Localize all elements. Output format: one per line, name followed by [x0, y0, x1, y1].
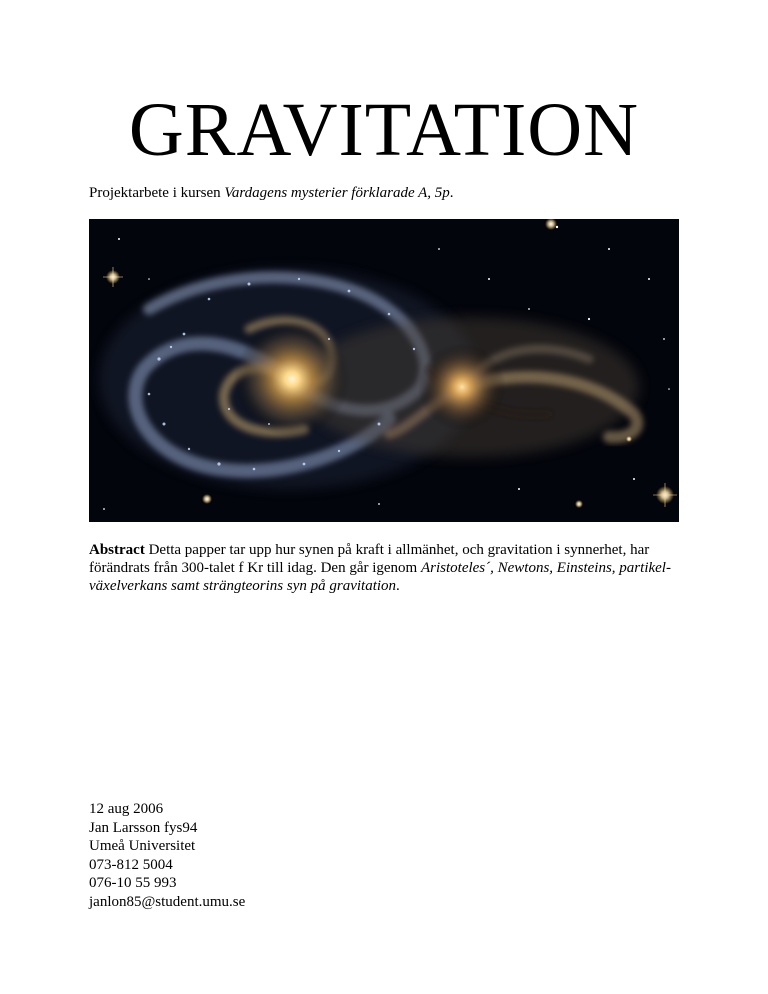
- email-address: janlon85@student.umu.se: [89, 893, 246, 910]
- galaxy-image: [89, 219, 679, 522]
- university-name: Umeå Universitet: [89, 838, 196, 854]
- abstract-italic-3: växelverkans samt strängteorins syn på gravitation: [89, 578, 397, 594]
- abstract-italic-2: Aristoteles´, Newtons, Einsteins, partikel-: [420, 560, 671, 576]
- subtitle-suffix: .: [449, 185, 454, 201]
- document-title: GRAVITATION: [128, 88, 640, 172]
- phone-number-2: 076-10 55 993: [89, 875, 177, 891]
- phone-number-1: 073-812 5004: [89, 856, 173, 873]
- abstract-end: .: [396, 578, 400, 594]
- abstract-text-1: Detta papper tar upp hur synen på kraft i allmänhet, och gravitation i synnerhet, har: [144, 542, 650, 558]
- author-name: Jan Larsson fys94: [89, 819, 198, 836]
- document-subtitle: [89, 184, 454, 202]
- course-name: Vardagens mysterier förklarade A, 5p: [224, 185, 450, 201]
- document-date: 12 aug 2006: [89, 801, 164, 817]
- abstract-label: Abstract: [89, 542, 145, 558]
- abstract-paragraph: [89, 541, 689, 595]
- subtitle-prefix: Projektarbete i kursen: [89, 185, 225, 201]
- abstract-text-2: förändrats från 300-talet f Kr till idag. Den går igenom: [89, 560, 421, 576]
- contact-block: [89, 800, 245, 911]
